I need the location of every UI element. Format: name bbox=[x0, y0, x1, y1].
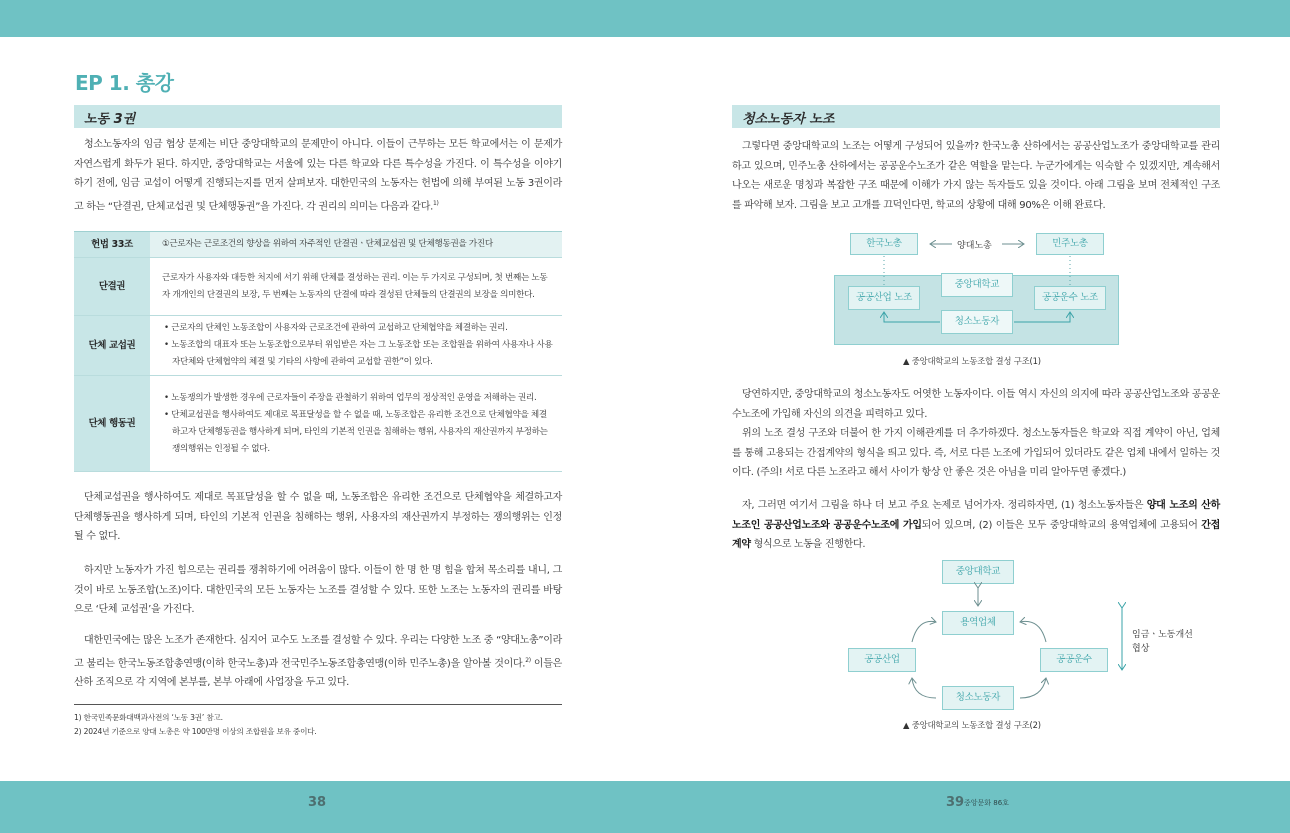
paragraph-union-structure: 그렇다면 중앙대학교의 노조는 어떻게 구성되어 있을까? 한국노총 산하에서는 공공산업노조가 중앙대학교를 관리하고 있으며, 민주노총 산하에서는 공공운수노조가 같은 역할을 맡는다. 누군가에게는 익숙할 수 있겠지만, 계속해서 나오는 새로운 명칭과 복잡한 구조 때문에 이해가 가지 않는 독자들도 있을 것이다. 아래 그림을 보며 전체적인 구조를 파악해 보자. 그림을 보고 고개를 끄덕인다면, 학교의 상황에 대해 90%은 이해 완료다. bbox=[732, 141, 1220, 211]
diagram2-side-label-1: 임금ㆍ노동개선 bbox=[1132, 630, 1193, 640]
paragraph-cleaners-join: 당연하지만, 중앙대학교의 청소노동자도 어엿한 노동자이다. 이들 역시 자신의 의지에 따라 공공산업노조와 공공운수노조에 가입해 자신의 의견을 피력하고 있다. bbox=[732, 389, 1220, 420]
bullet-item: • 단체교섭권을 행사하여도 제대로 목표달성을 할 수 없을 때, 노동조합은 유리한 조건으로 단체협약을 체결하고자 단체행동권을 행사하게 되며, 타인의 기본적 인권을 침해하는 행위, 사용자의 재산권까지 부정하는 쟁의행위는 인정될 수 없다. bbox=[164, 409, 548, 454]
diagram2-node-transport: 공공운수 bbox=[1040, 648, 1108, 672]
table-row-bullets bbox=[150, 376, 562, 472]
diagram1-node-cleaner: 청소노동자 bbox=[941, 310, 1013, 334]
diagram1-node-minju: 민주노총 bbox=[1036, 233, 1104, 255]
diagram2-caption: ▲ 중앙대학교의 노동조합 결성 구조(2) bbox=[903, 720, 1041, 730]
diagram2-node-cau: 중앙대학교 bbox=[942, 560, 1014, 584]
page-number-right: 39 bbox=[946, 795, 965, 810]
footnote-ref-2: 2) bbox=[525, 656, 531, 664]
diagram2-node-industry: 공공산업 bbox=[848, 648, 916, 672]
footnote-divider bbox=[74, 704, 562, 705]
diagram1-node-transport: 공공운수 노조 bbox=[1034, 286, 1106, 310]
bullet-item: • 근로자의 단체인 노동조합이 사용자와 근로조건에 관하여 교섭하고 단체협약을 체결하는 권리. bbox=[164, 323, 508, 333]
table-row bbox=[74, 258, 562, 316]
top-color-bar bbox=[0, 0, 1290, 37]
bullet-item: • 노동쟁의가 발생한 경우에 근로자들이 주장을 관철하기 위하여 업무의 정상적인 운영을 저해하는 권리. bbox=[164, 392, 537, 403]
diagram2-node-contractor: 용역업체 bbox=[942, 611, 1014, 635]
paragraph-collective-action: 단체교섭권을 행사하여도 제대로 목표달성을 할 수 없을 때, 노동조합은 유리한 조건으로 단체협약을 체결하고자 단체행동권을 행사하게 되며, 타인의 기본적 인권을 침해하는 행위, 사용자의 재산권까지 부정하는 쟁의행위는 인정될 수 없다. bbox=[74, 492, 562, 542]
footnote-ref-1: 1) bbox=[432, 199, 439, 207]
bullet-item: • 노동조합의 대표자 또는 노동조합으로부터 위임받은 자는 그 노동조합 또는 조합원을 위하여 사용자나 사용자단체와 단체협약의 체결 및 기타의 사항에 관하여 교섭할 권한”이 있다. bbox=[164, 340, 553, 367]
magazine-issue: 중앙문화 86호 bbox=[964, 799, 1009, 807]
table-head-label: 헌법 33조 bbox=[74, 232, 150, 258]
diagram2-curve-cleaner-industry bbox=[912, 678, 936, 698]
section-title-cleaner-union: 청소노동자 노조 bbox=[732, 105, 1220, 128]
table-head-text: ①근로자는 근로조건의 향상을 위하여 자주적인 단결권ㆍ단체교섭권 및 단체행동권을 가진다 bbox=[150, 232, 562, 258]
diagram2-curve-industry-contractor bbox=[912, 621, 936, 642]
paragraph-indirect-contract: 위의 노조 결성 구조와 더불어 한 가지 이해관계를 더 추가하겠다. 청소노동자들은 학교와 직접 계약이 아닌, 업체를 통해 고용되는 간접계약의 형식을 띄고 있다. 즉, 서로 다른 노조에 가입되어 있더라도 같은 업체 내에서 일하는 것이다. (주의! 서로 다른 노조라고 해서 사이가 항상 안 좋은 것은 아님을 미리 알아두면 좋겠다.) bbox=[732, 428, 1220, 478]
diagram1-node-korea: 한국노총 bbox=[850, 233, 918, 255]
bottom-color-bar bbox=[0, 781, 1290, 833]
table-row-bullets bbox=[150, 316, 562, 376]
table-row-label: 단체 교섭권 bbox=[74, 316, 150, 376]
episode-title: EP 1. 총강 bbox=[75, 71, 174, 95]
table-row-label: 단결권 bbox=[74, 258, 150, 316]
diagram1-node-industry: 공공산업 노조 bbox=[848, 286, 920, 310]
footnote-1: 1) 한국민족문화대백과사전의 ‘노동 3권’ 참고. bbox=[74, 713, 223, 722]
table-row bbox=[74, 232, 562, 258]
diagram2-node-cleaner: 청소노동자 bbox=[942, 686, 1014, 710]
table-row bbox=[74, 316, 562, 376]
diagram1-rival-label: 양대노총 bbox=[957, 241, 992, 251]
section-title-labor-rights: 노동 3권 bbox=[74, 105, 562, 128]
diagram1-node-cau: 중앙대학교 bbox=[941, 273, 1013, 297]
diagram2-side-label-2: 협상 bbox=[1132, 644, 1150, 654]
table-row bbox=[74, 376, 562, 472]
intro-paragraph: 청소노동자의 임금 협상 문제는 비단 중앙대학교의 문제만이 아니다. 이들이 근무하는 모든 학교에서는 이 문제가 자연스럽게 화두가 된다. 하지만, 중앙대학교는 서울에 있는 다른 학교와 다른 특수성을 가진다. 이 특수성을 이야기하기 전에, 임금 교섭이 어떻게 진행되는지를 먼저 살펴보자. 대한민국의 노동자는 헌법에 의해 부여된 노동 3권이라고 하는 “단결권, 단체교섭권 및 단체행동권”을 가진다. 각 권리의 의미는 다음과 같다.$^{1)}$ bbox=[74, 139, 562, 212]
paragraph-union: 하지만 노동자가 가진 힘으로는 권리를 쟁취하기에 어려움이 많다. 이들이 한 명 한 명 힘을 합쳐 목소리를 내니, 그것이 바로 노동조합(노조)이다. 대한민국의 모든 노동자는 노조를 결성할 수 있다. 또한 노조는 노동자의 권리를 바탕으로 ‘단체 교섭권’을 가진다. bbox=[74, 565, 562, 615]
table-row-text: 근로자가 사용자와 대등한 처지에 서기 위해 단체를 결성하는 권리. 이는 두 가지로 구성되며, 첫 번째는 노동자 개개인의 단결권의 보장, 두 번째는 노동자의 단결에 따라 결성된 단체들의 단결권의 보장을 의미한다. bbox=[150, 258, 562, 316]
labor-rights-table bbox=[74, 231, 562, 472]
footnote-2: 2) 2024년 기준으로 양대 노총은 약 100만명 이상의 조합원을 보유 중이다. bbox=[74, 727, 317, 736]
page-number-left: 38 bbox=[308, 795, 327, 810]
paragraph-summary: 자, 그러면 여기서 그림을 하나 더 보고 주요 논제로 넘어가자. 정리하자면, (1) 청소노동자들은 양대 노조의 산하 노조인 공공산업노조와 공공운수노조에 가입되어 있으며, (2) 이들은 모두 중앙대학교의 용역업체에 고용되어 간접계약 형식으로 노동을 진행한다. bbox=[732, 500, 1220, 550]
diagram2-curve-cleaner-transport bbox=[1020, 678, 1046, 698]
paragraph-two-federations: 대한민국에는 많은 노조가 존재한다. 심지어 교수도 노조를 결성할 수 있다. 우리는 다양한 노조 중 “양대노총”이라고 불리는 한국노동조합총연맹(이하 한국노총)과 전국민주노동조합총연맹(이하 민주노총)을 알아볼 것이다.$^{2)}$ 이들은 산하 조직으로 각 지역에 본부를, 본부 아래에 사업장을 두고 있다. bbox=[74, 635, 562, 689]
diagram2-curve-transport-contractor bbox=[1020, 621, 1046, 642]
diagram1-caption: ▲ 중앙대학교의 노동조합 결성 구조(1) bbox=[903, 356, 1041, 366]
table-row-label: 단체 행동권 bbox=[74, 376, 150, 472]
